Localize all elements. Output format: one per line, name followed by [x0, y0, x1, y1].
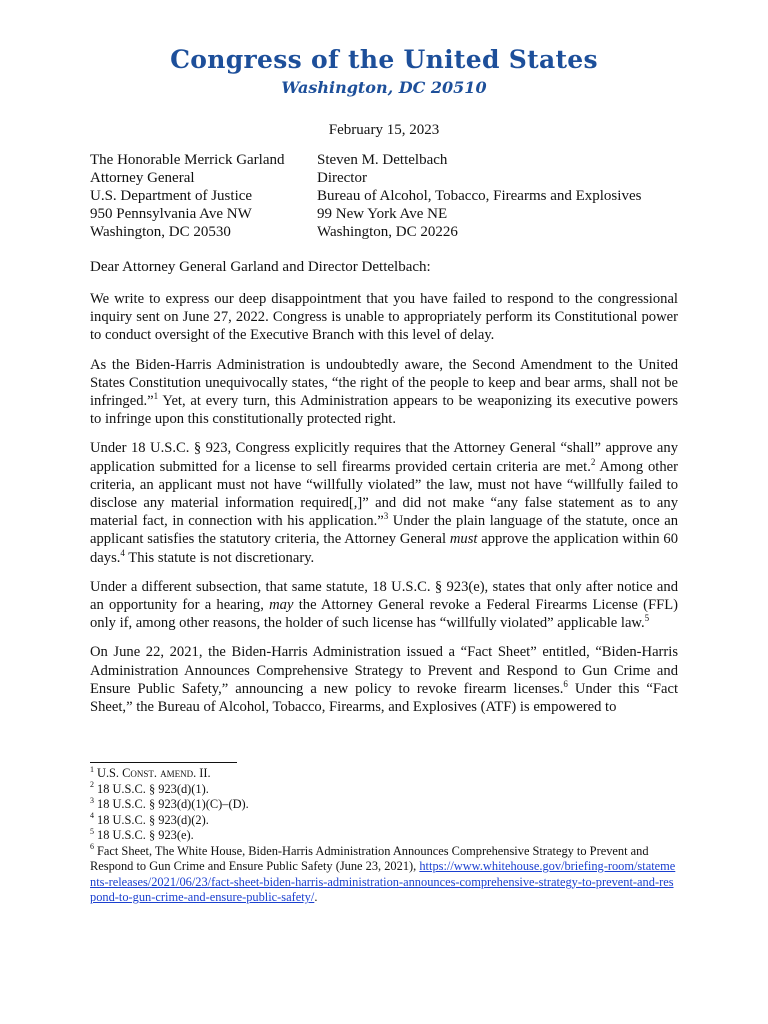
recipient-address-garland — [90, 151, 285, 241]
paragraph-text: As the Biden-Harris Administration is undoubtedly aware, the Second Amendment to the United States Constitution unequivocally states, “the right of the people to keep and bear arms, shall not be infringed.” — [90, 356, 678, 410]
footnote-text: Const. amend. — [122, 766, 197, 780]
footnote-ref: 6 — [563, 679, 568, 689]
address-line: Attorney General — [90, 170, 195, 186]
paragraph-text: approve the application within 60 days. — [90, 531, 678, 566]
footnote-text: II. — [196, 766, 211, 780]
recipient-address-dettelbach — [317, 151, 641, 241]
footnote-text: 18 U.S.C. § 923(d)(2). — [97, 812, 209, 827]
footnote-text: Fact Sheet, The White House, Biden-Harris Administration Announces Comprehensive Strategy to Prevent and Respond to Gun Crime and Ensure Public Safety (June 23, 2021), — [90, 843, 649, 873]
footnote-ref: 1 — [153, 391, 159, 402]
paragraph-text: This statute is not discretionary. — [124, 549, 315, 566]
paragraph-text: Under 18 U.S.C. § 923, Congress explicitly requires that the Attorney General “shall” approve any application submitted for a license to sell firearms provided certain criteria are met. — [90, 440, 678, 475]
footnote — [90, 844, 678, 906]
address-line: U.S. Department of Justice — [90, 188, 253, 204]
paragraph-text: the Attorney General revoke a Federal Firearms License (FFL) only if, among other reasons, the holder of such license has “willfully violated” applicable law. — [90, 597, 678, 632]
paragraph — [90, 290, 678, 345]
footnote-number: 5 — [90, 826, 94, 836]
footnote-ref: 3 — [383, 511, 389, 522]
address-line: Director — [317, 170, 367, 186]
footnote-text: 18 U.S.C. § 923(e). — [97, 828, 194, 842]
footnote-ref: 5 — [644, 613, 650, 624]
footnote-number: 4 — [90, 811, 94, 821]
paragraph-text: Under the plain language of the statute, once an applicant satisfies the statutory criteria, the Attorney General — [90, 513, 678, 548]
letter-body — [90, 290, 678, 727]
letterhead-title: Congress of the United States — [170, 45, 598, 74]
footnote — [90, 828, 678, 844]
whitehouse-fact-sheet-link[interactable]: https://www.whitehouse.gov/briefing-room/statements-releases/2021/06/23/fact-sheet-biden-harris-administration-announces-comprehensive-strategy-to-prevent-and-respond-to-gun-crime-and-ensure-public-safety/ — [90, 859, 676, 904]
address-line: Washington, DC 20530 — [90, 224, 231, 240]
footnote-text: . — [314, 890, 318, 904]
footnote-ref: 2 — [590, 456, 596, 467]
emphasis-text: may — [269, 597, 294, 614]
address-line: Washington, DC 20226 — [317, 224, 458, 240]
paragraph-text: We write to express our deep disappointment that you have failed to respond to the congressional inquiry sent on June 27, 2022. Congress is unable to appropriately perform its Constitutional power to conduct oversight of the Executive Branch with this level of delay. — [90, 291, 678, 344]
paragraph-text: On June 22, 2021, the Biden-Harris Administration issued a “Fact Sheet” entitled, “Biden-Harris Administration Announces Comprehensive Strategy to Prevent and Respond to Gun Crime and Ensure Public Safety,” announcing a new policy to revoke firearm licenses. — [90, 644, 678, 697]
letterhead — [0, 44, 768, 100]
footnote-divider — [90, 762, 237, 763]
footnote — [90, 813, 678, 829]
paragraph-text: Under a different subsection, that same statute, 18 U.S.C. § 923(e), states that only after notice and an opportunity for a hearing, — [90, 578, 678, 614]
paragraph-text: Under this “Fact Sheet,” the Bureau of Alcohol, Tobacco, Firearms, and Explosives (ATF) is empowered to — [90, 680, 678, 716]
paragraph-text: Yet, at every turn, this Administration appears to be weaponizing its executive powers to infringe upon this constitutionally protected right. — [90, 393, 678, 428]
letter-date: February 15, 2023 — [328, 122, 440, 138]
footnote-number: 6 — [90, 842, 94, 852]
footnote-text: 18 U.S.C. § 923(d)(1). — [97, 781, 209, 796]
salutation: Dear Attorney General Garland and Director Dettelbach: — [90, 259, 431, 275]
paragraph — [90, 356, 678, 429]
emphasis-text: must — [449, 531, 478, 548]
address-line: 99 New York Ave NE — [317, 206, 448, 222]
footnote-text: 18 U.S.C. § 923(d)(1)(C)–(D). — [97, 797, 249, 811]
paragraph — [90, 578, 678, 633]
footnote-ref: 4 — [120, 547, 125, 558]
footnote-number: 2 — [90, 780, 94, 790]
footnote-number: 3 — [90, 795, 94, 805]
footnote-text: U.S. — [97, 766, 123, 780]
paragraph — [90, 643, 678, 716]
address-line: The Honorable Merrick Garland — [90, 152, 285, 168]
address-line: Bureau of Alcohol, Tobacco, Firearms and Explosives — [317, 188, 642, 204]
paragraph — [90, 439, 678, 566]
address-line: 950 Pennsylvania Ave NW — [90, 206, 252, 222]
footnote-number: 1 — [90, 764, 94, 774]
paragraph-text: Among other criteria, an applicant must not have “willfully violated” the law, must not have “willfully failed to disclose any material information required[,]” and did not make “any false statement as to any material fact, in connection with his application.” — [90, 458, 678, 530]
footnotes — [90, 766, 678, 906]
footnote — [90, 782, 678, 798]
letterhead-subtitle: Washington, DC 20510 — [281, 78, 487, 97]
footnote — [90, 797, 678, 813]
footnote — [90, 766, 678, 782]
address-line: Steven M. Dettelbach — [317, 152, 448, 168]
